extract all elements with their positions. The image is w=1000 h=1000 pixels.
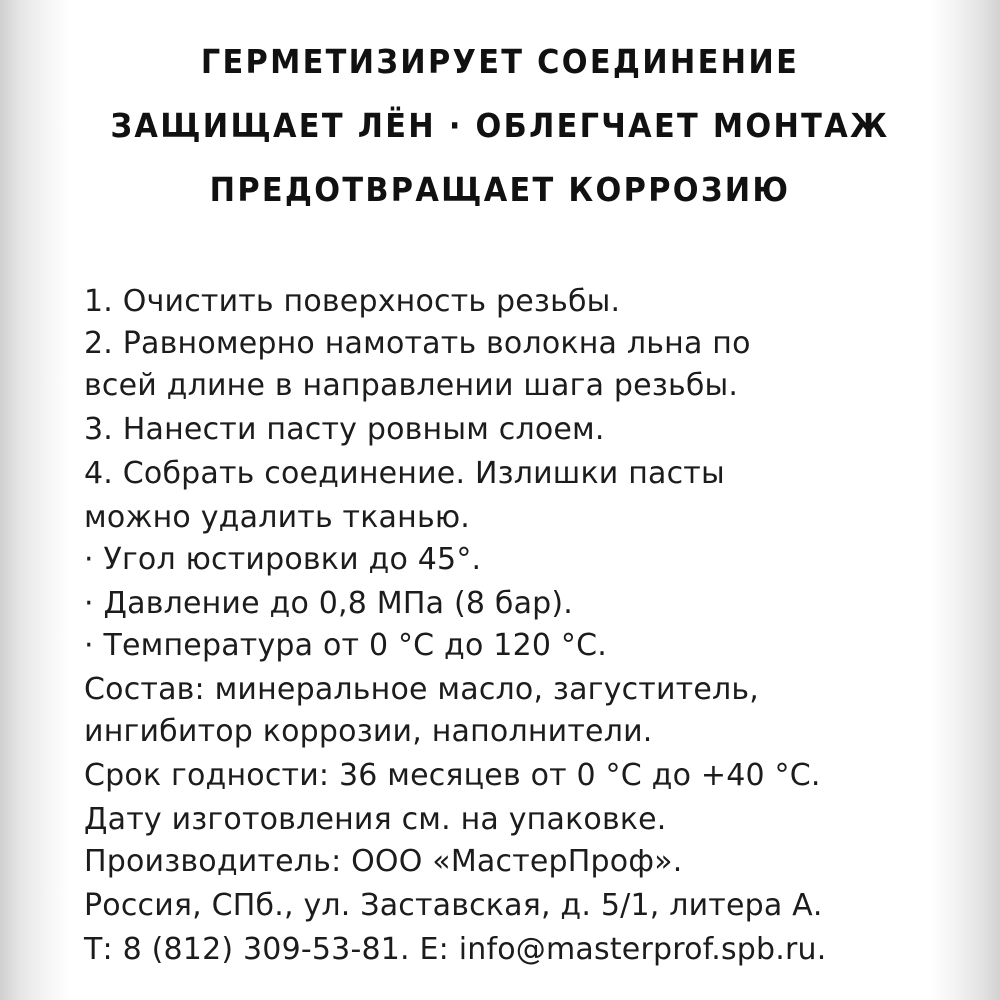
manufacturer: Производитель: ООО «МастерПроф». — [84, 844, 683, 879]
manufacturer-address: Россия, СПб., ул. Заставская, д. 5/1, литера А. — [84, 888, 823, 923]
instruction-step-1: 1. Очистить поверхность резьбы. — [84, 284, 621, 319]
manufacture-date-note: Дату изготовления см. на упаковке. — [84, 802, 667, 837]
manufacturer-contacts: Т: 8 (812) 309-53-81. E: info@masterprof.spb.ru. — [84, 932, 827, 967]
instruction-step-2-cont: всей длине в направлении шага резьбы. — [84, 368, 739, 403]
instruction-step-3: 3. Нанести пасту ровным слоем. — [84, 412, 605, 447]
spec-temperature: · Температура от 0 °С до 120 °С. — [84, 628, 607, 663]
headline-prevents-corrosion: ПРЕДОТВРАЩАЕТ КОРРОЗИЮ — [209, 170, 791, 209]
spec-angle: · Угол юстировки до 45°. — [84, 542, 482, 577]
headline-protects-flax: ЗАЩИЩАЕТ ЛЁН · ОБЛЕГЧАЕТ МОНТАЖ — [110, 106, 890, 145]
spec-pressure: · Давление до 0,8 МПа (8 бар). — [84, 586, 574, 621]
instruction-step-4: 4. Собрать соединение. Излишки пасты — [84, 456, 725, 491]
shelf-life: Срок годности: 36 месяцев от 0 °С до +40 °С. — [84, 758, 821, 793]
instruction-step-4-cont: можно удалить тканью. — [84, 500, 471, 535]
composition-line-1: Состав: минеральное масло, загуститель, — [84, 672, 759, 707]
headline-seals-joint: ГЕРМЕТИЗИРУЕТ СОЕДИНЕНИЕ — [200, 42, 800, 81]
composition-line-2: ингибитор коррозии, наполнители. — [84, 714, 653, 749]
instruction-step-2: 2. Равномерно намотать волокна льна по — [84, 326, 751, 361]
